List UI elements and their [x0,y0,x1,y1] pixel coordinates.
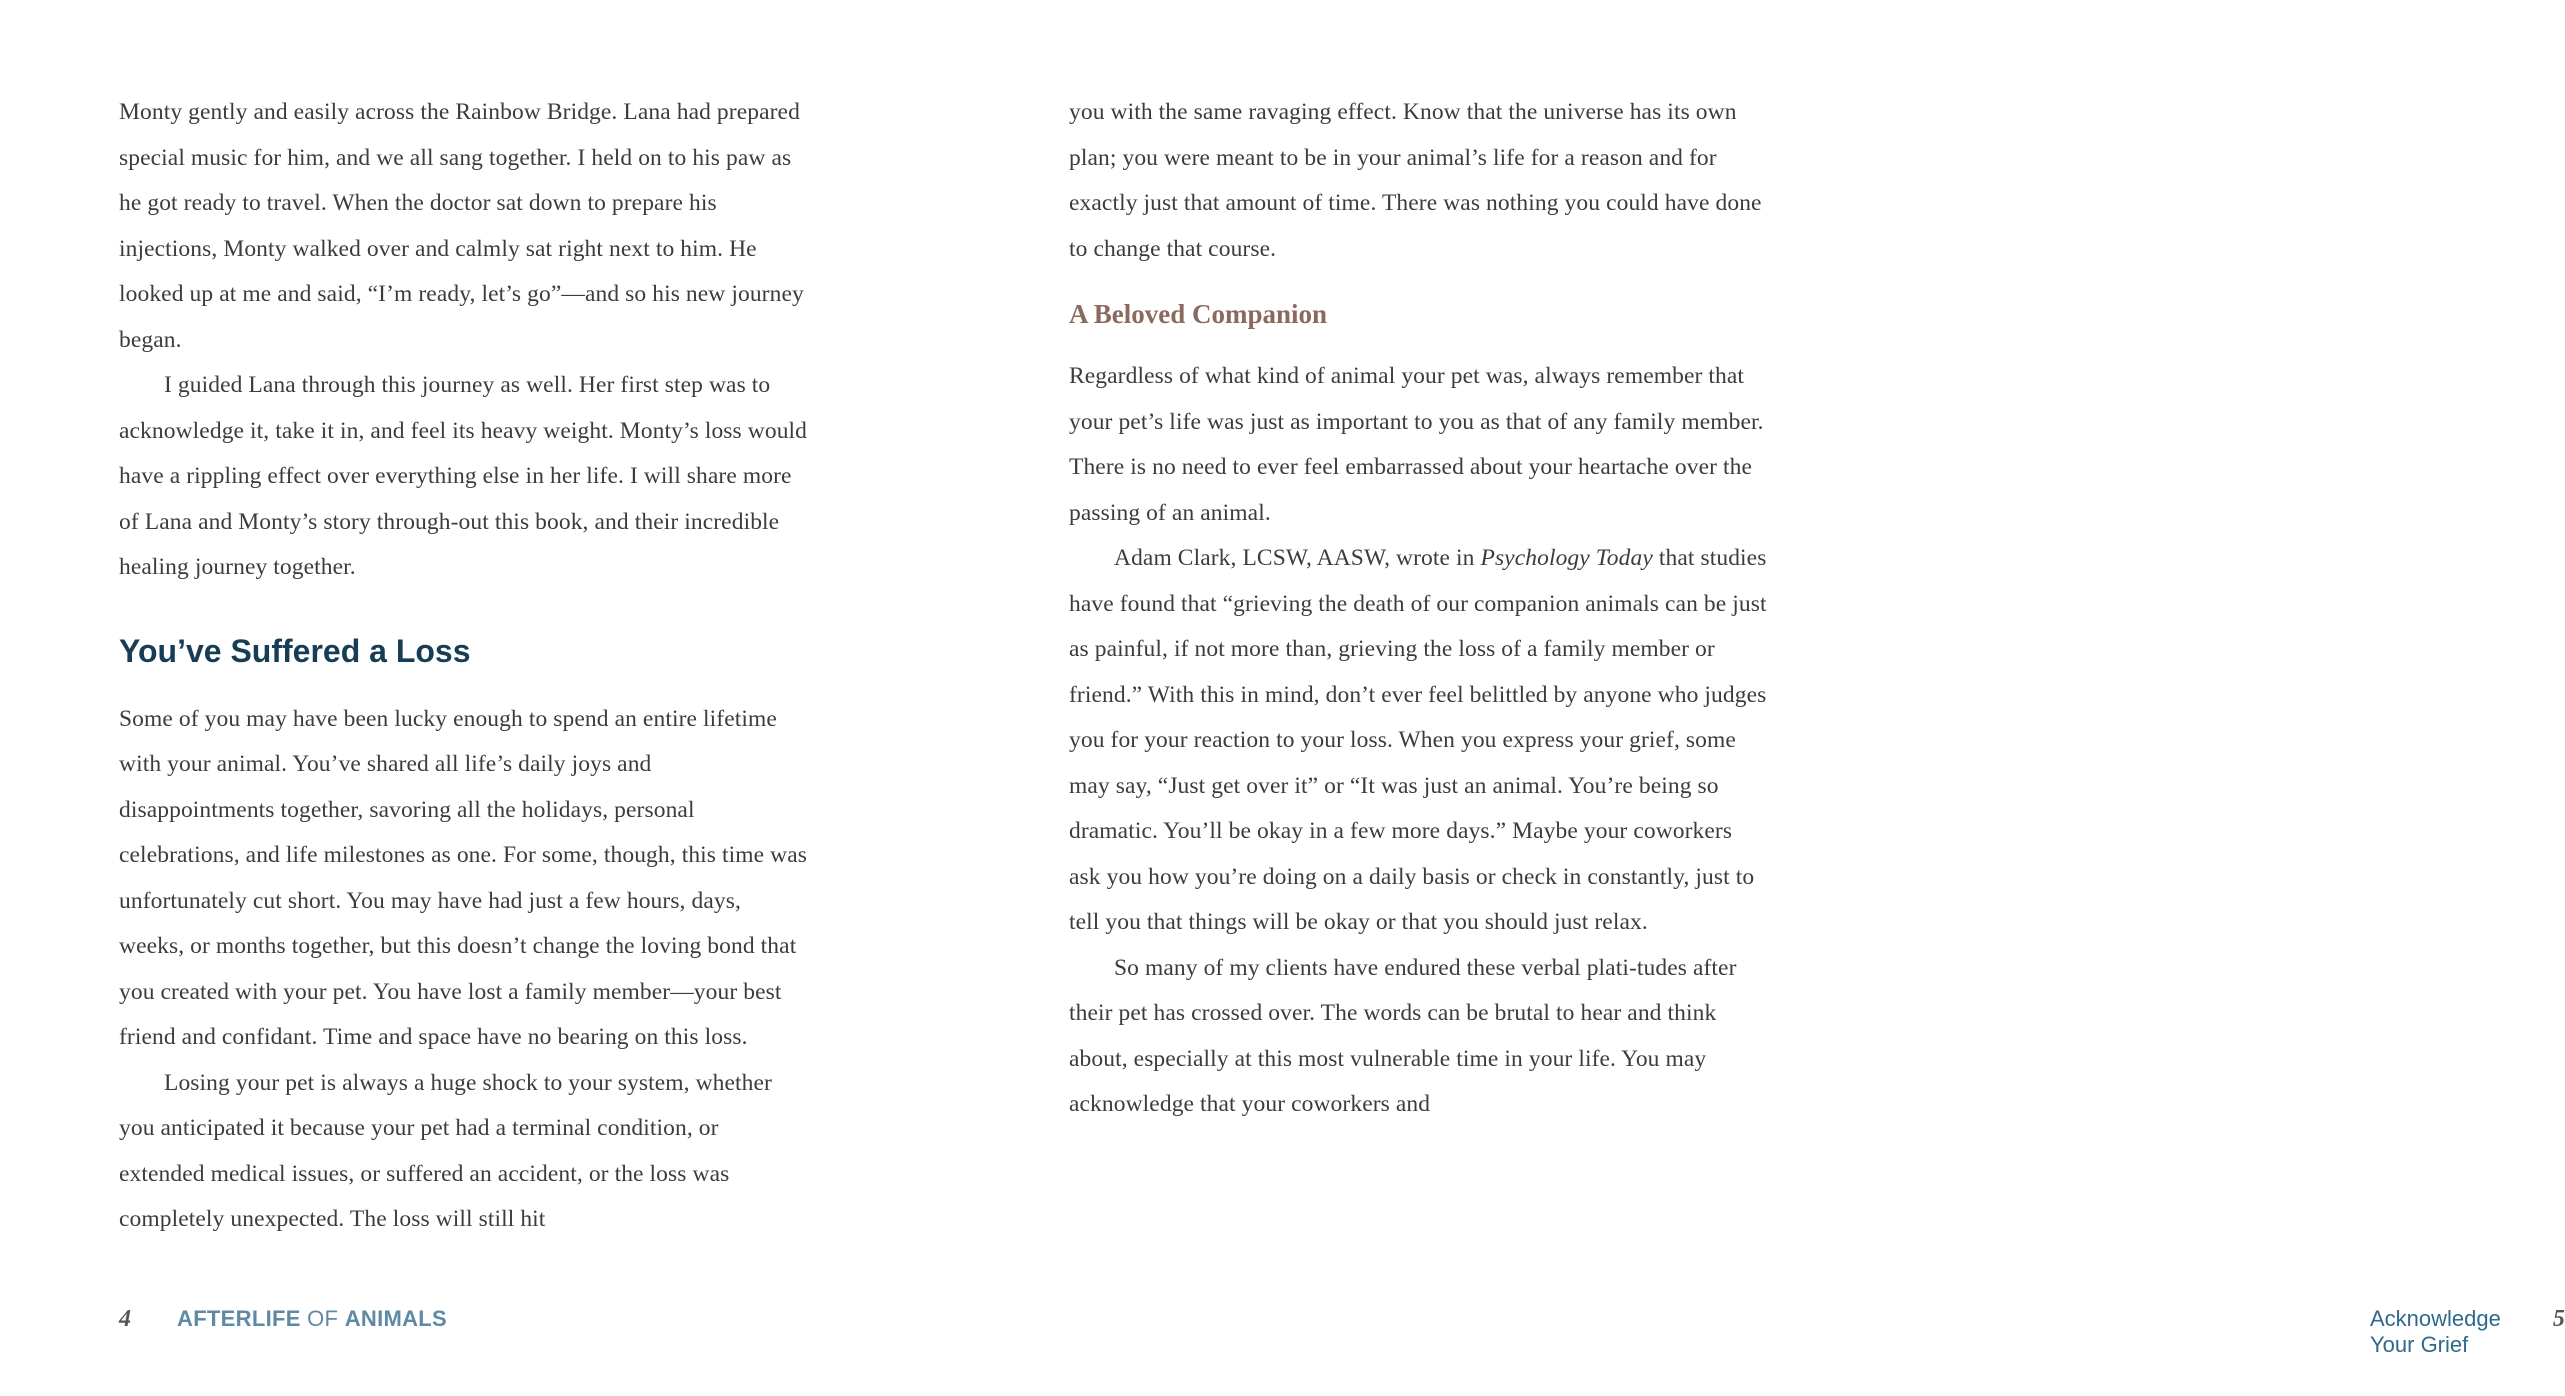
left-paragraph-1: Monty gently and easily across the Rainbow Bridge. Lana had prepared special music for him, and we all sang together. I held on to his paw as he got ready to travel. When the doctor sat down to prepare his injections, Monty walked over and calmly sat right next to him. He looked up at me and said, “I’m ready, let’s go”—and so his new journey began. [119,99,804,353]
section-heading: You’ve Suffered a Loss [119,632,471,669]
right-paragraph-1: you with the same ravaging effect. Know that the universe has its own plan; you were meant to be in your animal’s life for a reason and for exactly just that amount of time. There was nothing you could have done to change that course. [1069,99,1762,262]
paragraph-3-rest: that studies have found that “grieving the death of our companion animals can be just as painful, if not more than, grieving the loss of a family member or friend.” With this in mind, don’t ever feel belittled by anyone who judges you for your reaction to your loss. When you express your grief, some may say, “Just get over it” or “It was just an animal. You’re being so dramatic. You’ll be okay in a few more days.” Maybe your coworkers ask you how you’re doing on a daily basis or check in constantly, just to tell you that things will be okay or that you should just relax. [1069,545,1767,935]
left-paragraph-4: Losing your pet is always a huge shock to your system, whether you anticipated it because your pet had a terminal condition, or extended medical issues, or suffered an accident, or the loss was completely unexpected. The loss will still hit [119,1069,772,1232]
page-number-left: 4 [119,1306,131,1332]
publication-title: Psychology Today [1480,545,1653,571]
running-title-of: OF [307,1306,339,1331]
left-paragraph-2: I guided Lana through this journey as well. Her first step was to acknowledge it, take it in, and feel its heavy weight. Monty’s loss would have a rippling effect over everything else in her life. I will share more of Lana and Monty’s story through-out this book, and their incredible healing journey together. [119,372,808,580]
right-paragraph-2: Regardless of what kind of animal your pet was, always remember that your pet’s life was just as important to you as that of any family member. There is no need to ever feel embarrassed about your heartache over the passing of an animal. [1069,363,1764,526]
running-title-animals: ANIMALS [344,1306,448,1331]
book-running-title [177,1306,447,1332]
page-number-right: 5 [2552,1306,2565,1332]
left-footer [119,1306,447,1333]
right-footer [2370,1306,2565,1358]
left-text-column [119,90,809,1243]
right-page [931,0,2565,1396]
right-paragraph-3 [1069,536,1769,946]
chapter-running-title: Acknowledge Your Grief [2370,1306,2501,1357]
left-page [0,0,931,1396]
running-title-afterlife: AFTERLIFE [177,1306,301,1331]
right-paragraph-4: So many of my clients have endured these verbal plati-tudes after their pet has crossed over. The words can be brutal to hear and think about, especially at this most vulnerable time in your life. You may acknowledge that your coworkers and [1069,954,1737,1117]
left-paragraph-3: Some of you may have been lucky enough to spend an entire lifetime with your animal. You’ve shared all life’s daily joys and disappointments together, savoring all the holidays, personal celebrations, and life milestones as one. For some, though, this time was unfortunately cut short. You may have had just a few hours, days, weeks, or months together, but this doesn’t change the loving bond that you created with your pet. You have lost a family member—your best friend and confidant. Time and space have no bearing on this loss. [119,705,808,1050]
paragraph-3-start: Adam Clark, LCSW, AASW, wrote in [1114,545,1475,571]
subsection-heading: A Beloved Companion [1069,299,1328,329]
right-text-column [1069,90,1769,1128]
